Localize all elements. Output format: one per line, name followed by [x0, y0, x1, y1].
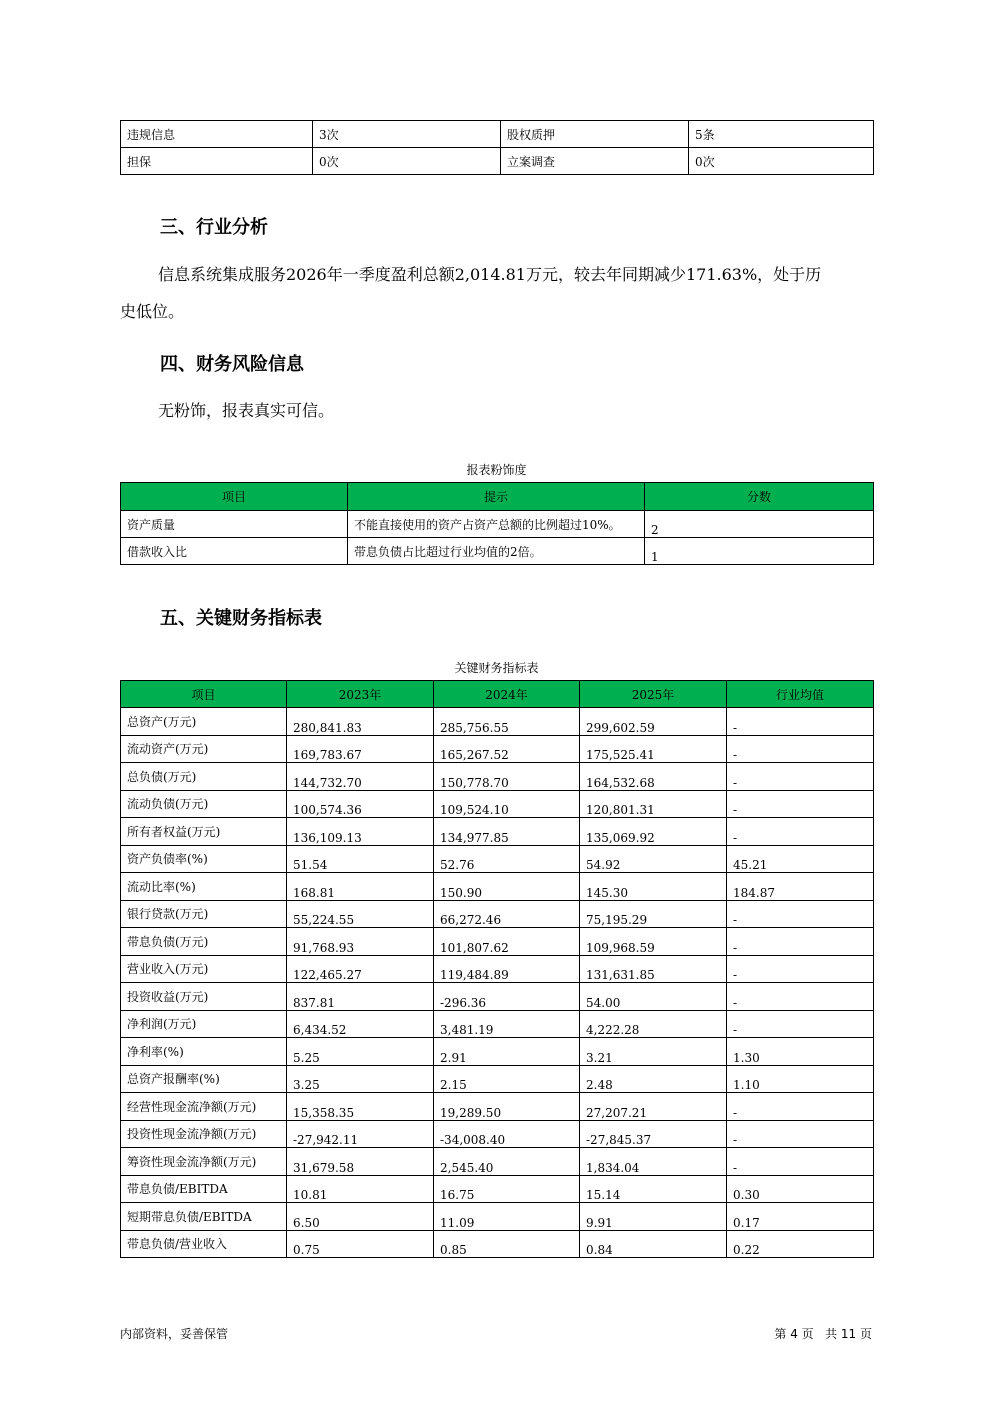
- table-cell: -: [727, 735, 874, 763]
- table-cell: 6.50: [287, 1203, 434, 1231]
- row-label: 银行贷款(万元): [121, 900, 287, 928]
- table-cell: 150,778.70: [434, 763, 580, 791]
- table-cell: 9.91: [580, 1203, 727, 1231]
- table-cell: -: [727, 708, 874, 736]
- risk-table-caption: 报表粉饰度: [466, 463, 527, 477]
- table-row: [121, 955, 874, 983]
- table-row: [121, 511, 874, 538]
- table-cell: 0.84: [580, 1230, 727, 1258]
- table-cell: 54.00: [580, 983, 727, 1011]
- table-cell: 54.92: [580, 845, 727, 873]
- row-label: 总负债(万元): [121, 763, 287, 791]
- column-header: 项目: [121, 483, 348, 511]
- table-cell: 837.81: [287, 983, 434, 1011]
- industry-paragraph-line1: 信息系统集成服务2026年一季度盈利总额2,014.81万元，较去年同期减少171.63%，处于历: [158, 265, 822, 284]
- table-cell: 股权质押: [501, 121, 689, 148]
- table-cell: 45.21: [727, 845, 874, 873]
- top-info-table: [120, 120, 874, 175]
- table-row: [121, 1120, 874, 1148]
- table-cell: 280,841.83: [287, 708, 434, 736]
- table-row: [121, 1010, 874, 1038]
- table-cell: 145.30: [580, 873, 727, 901]
- column-header: 行业均值: [727, 681, 874, 708]
- table-cell: 带息负债占比超过行业均值的2倍。: [348, 538, 645, 565]
- table-row: [121, 1203, 874, 1231]
- footer-left: 内部资料，妥善保管: [120, 1327, 229, 1341]
- table-cell: -: [727, 955, 874, 983]
- table-cell: -: [727, 900, 874, 928]
- column-header: 项目: [121, 681, 287, 708]
- table-cell: 1,834.04: [580, 1148, 727, 1176]
- column-header: 2023年: [287, 681, 434, 708]
- table-cell: 3.25: [287, 1065, 434, 1093]
- row-label: 营业收入(万元): [121, 955, 287, 983]
- row-label: 所有者权益(万元): [121, 818, 287, 846]
- table-row: [121, 708, 874, 736]
- table-cell: 122,465.27: [287, 955, 434, 983]
- table-cell: 100,574.36: [287, 790, 434, 818]
- table-cell: 144,732.70: [287, 763, 434, 791]
- table-row: [121, 538, 874, 565]
- table-cell: 184.87: [727, 873, 874, 901]
- row-label: 净利率(%): [121, 1038, 287, 1066]
- table-cell: 3次: [313, 121, 501, 148]
- table-cell: -: [727, 1093, 874, 1121]
- table-cell: -: [727, 928, 874, 956]
- row-label: 投资收益(万元): [121, 983, 287, 1011]
- table-row: [121, 845, 874, 873]
- table-cell: 违规信息: [121, 121, 313, 148]
- table-cell: 175,525.41: [580, 735, 727, 763]
- table-cell: 135,069.92: [580, 818, 727, 846]
- table-cell: 131,631.85: [580, 955, 727, 983]
- row-label: 流动负债(万元): [121, 790, 287, 818]
- table-row: [121, 148, 874, 175]
- table-row: [121, 873, 874, 901]
- table-cell: 1: [645, 538, 874, 565]
- column-header: 2025年: [580, 681, 727, 708]
- table-cell: 担保: [121, 148, 313, 175]
- section-title-key-indicators: 五、关键财务指标表: [160, 608, 322, 629]
- table-cell: -34,008.40: [434, 1120, 580, 1148]
- table-cell: 3,481.19: [434, 1010, 580, 1038]
- row-label: 短期带息负债/EBITDA: [121, 1203, 287, 1231]
- table-cell: 31,679.58: [287, 1148, 434, 1176]
- table-cell: 0.17: [727, 1203, 874, 1231]
- table-cell: 11.09: [434, 1203, 580, 1231]
- table-cell: 1.30: [727, 1038, 874, 1066]
- table-cell: 2.15: [434, 1065, 580, 1093]
- risk-table: [120, 482, 874, 565]
- table-cell: 119,484.89: [434, 955, 580, 983]
- table-cell: 285,756.55: [434, 708, 580, 736]
- table-cell: 120,801.31: [580, 790, 727, 818]
- row-label: 总资产(万元): [121, 708, 287, 736]
- table-cell: -: [727, 818, 874, 846]
- row-label: 总资产报酬率(%): [121, 1065, 287, 1093]
- table-cell: 0.22: [727, 1230, 874, 1258]
- row-label: 带息负债/EBITDA: [121, 1175, 287, 1203]
- table-cell: 0次: [313, 148, 501, 175]
- table-cell: 91,768.93: [287, 928, 434, 956]
- table-cell: 51.54: [287, 845, 434, 873]
- table-cell: 3.21: [580, 1038, 727, 1066]
- footer-page-number: 第 4 页 共 11 页: [774, 1327, 872, 1341]
- table-row: [121, 900, 874, 928]
- table-cell: 5.25: [287, 1038, 434, 1066]
- table-cell: 1.10: [727, 1065, 874, 1093]
- row-label: 流动比率(%): [121, 873, 287, 901]
- key-indicators-table: [120, 680, 874, 1258]
- table-cell: 165,267.52: [434, 735, 580, 763]
- table-cell: 55,224.55: [287, 900, 434, 928]
- table-cell: -27,845.37: [580, 1120, 727, 1148]
- risk-paragraph: 无粉饰，报表真实可信。: [158, 401, 335, 420]
- table-cell: 0.30: [727, 1175, 874, 1203]
- table-row: [121, 1148, 874, 1176]
- table-row: [121, 928, 874, 956]
- table-cell: 4,222.28: [580, 1010, 727, 1038]
- table-cell: 169,783.67: [287, 735, 434, 763]
- table-cell: 0.85: [434, 1230, 580, 1258]
- table-cell: 15,358.35: [287, 1093, 434, 1121]
- table-row: [121, 735, 874, 763]
- table-cell: 15.14: [580, 1175, 727, 1203]
- table-row: [121, 121, 874, 148]
- table-row: [121, 763, 874, 791]
- table-cell: 150.90: [434, 873, 580, 901]
- table-cell: 0.75: [287, 1230, 434, 1258]
- table-cell: 6,434.52: [287, 1010, 434, 1038]
- row-label: 资产负债率(%): [121, 845, 287, 873]
- row-label: 经营性现金流净额(万元): [121, 1093, 287, 1121]
- column-header: 分数: [645, 483, 874, 511]
- row-label: 流动资产(万元): [121, 735, 287, 763]
- table-cell: -: [727, 790, 874, 818]
- table-cell: 164,532.68: [580, 763, 727, 791]
- section-title-risk: 四、财务风险信息: [160, 354, 304, 375]
- table-cell: 52.76: [434, 845, 580, 873]
- table-cell: 借款收入比: [121, 538, 348, 565]
- key-table-caption: 关键财务指标表: [454, 661, 539, 675]
- table-cell: 资产质量: [121, 511, 348, 538]
- row-label: 投资性现金流净额(万元): [121, 1120, 287, 1148]
- table-cell: -: [727, 1120, 874, 1148]
- table-cell: 立案调查: [501, 148, 689, 175]
- table-cell: 134,977.85: [434, 818, 580, 846]
- table-row: [121, 1175, 874, 1203]
- section-title-industry: 三、行业分析: [160, 217, 268, 238]
- table-cell: 109,524.10: [434, 790, 580, 818]
- table-cell: -: [727, 1148, 874, 1176]
- table-cell: 0次: [689, 148, 874, 175]
- table-row: [121, 1093, 874, 1121]
- column-header: 提示: [348, 483, 645, 511]
- table-cell: 2.91: [434, 1038, 580, 1066]
- table-cell: -296.36: [434, 983, 580, 1011]
- table-cell: 2: [645, 511, 874, 538]
- table-cell: 168.81: [287, 873, 434, 901]
- table-cell: 299,602.59: [580, 708, 727, 736]
- table-cell: -: [727, 1010, 874, 1038]
- table-row: [121, 790, 874, 818]
- row-label: 带息负债/营业收入: [121, 1230, 287, 1258]
- table-cell: 109,968.59: [580, 928, 727, 956]
- table-cell: 136,109.13: [287, 818, 434, 846]
- row-label: 净利润(万元): [121, 1010, 287, 1038]
- table-row: [121, 818, 874, 846]
- row-label: 筹资性现金流净额(万元): [121, 1148, 287, 1176]
- table-cell: 66,272.46: [434, 900, 580, 928]
- table-cell: 2,545.40: [434, 1148, 580, 1176]
- table-row: [121, 1230, 874, 1258]
- table-cell: 5条: [689, 121, 874, 148]
- table-cell: 27,207.21: [580, 1093, 727, 1121]
- table-cell: 101,807.62: [434, 928, 580, 956]
- table-cell: -27,942.11: [287, 1120, 434, 1148]
- industry-paragraph-line2: 史低位。: [120, 302, 185, 321]
- table-cell: 75,195.29: [580, 900, 727, 928]
- table-cell: 2.48: [580, 1065, 727, 1093]
- table-row: [121, 983, 874, 1011]
- table-cell: -: [727, 983, 874, 1011]
- table-cell: 19,289.50: [434, 1093, 580, 1121]
- column-header: 2024年: [434, 681, 580, 708]
- table-cell: 10.81: [287, 1175, 434, 1203]
- table-row: [121, 1038, 874, 1066]
- table-row: [121, 1065, 874, 1093]
- table-cell: 16.75: [434, 1175, 580, 1203]
- table-cell: -: [727, 763, 874, 791]
- row-label: 带息负债(万元): [121, 928, 287, 956]
- table-cell: 不能直接使用的资产占资产总额的比例超过10%。: [348, 511, 645, 538]
